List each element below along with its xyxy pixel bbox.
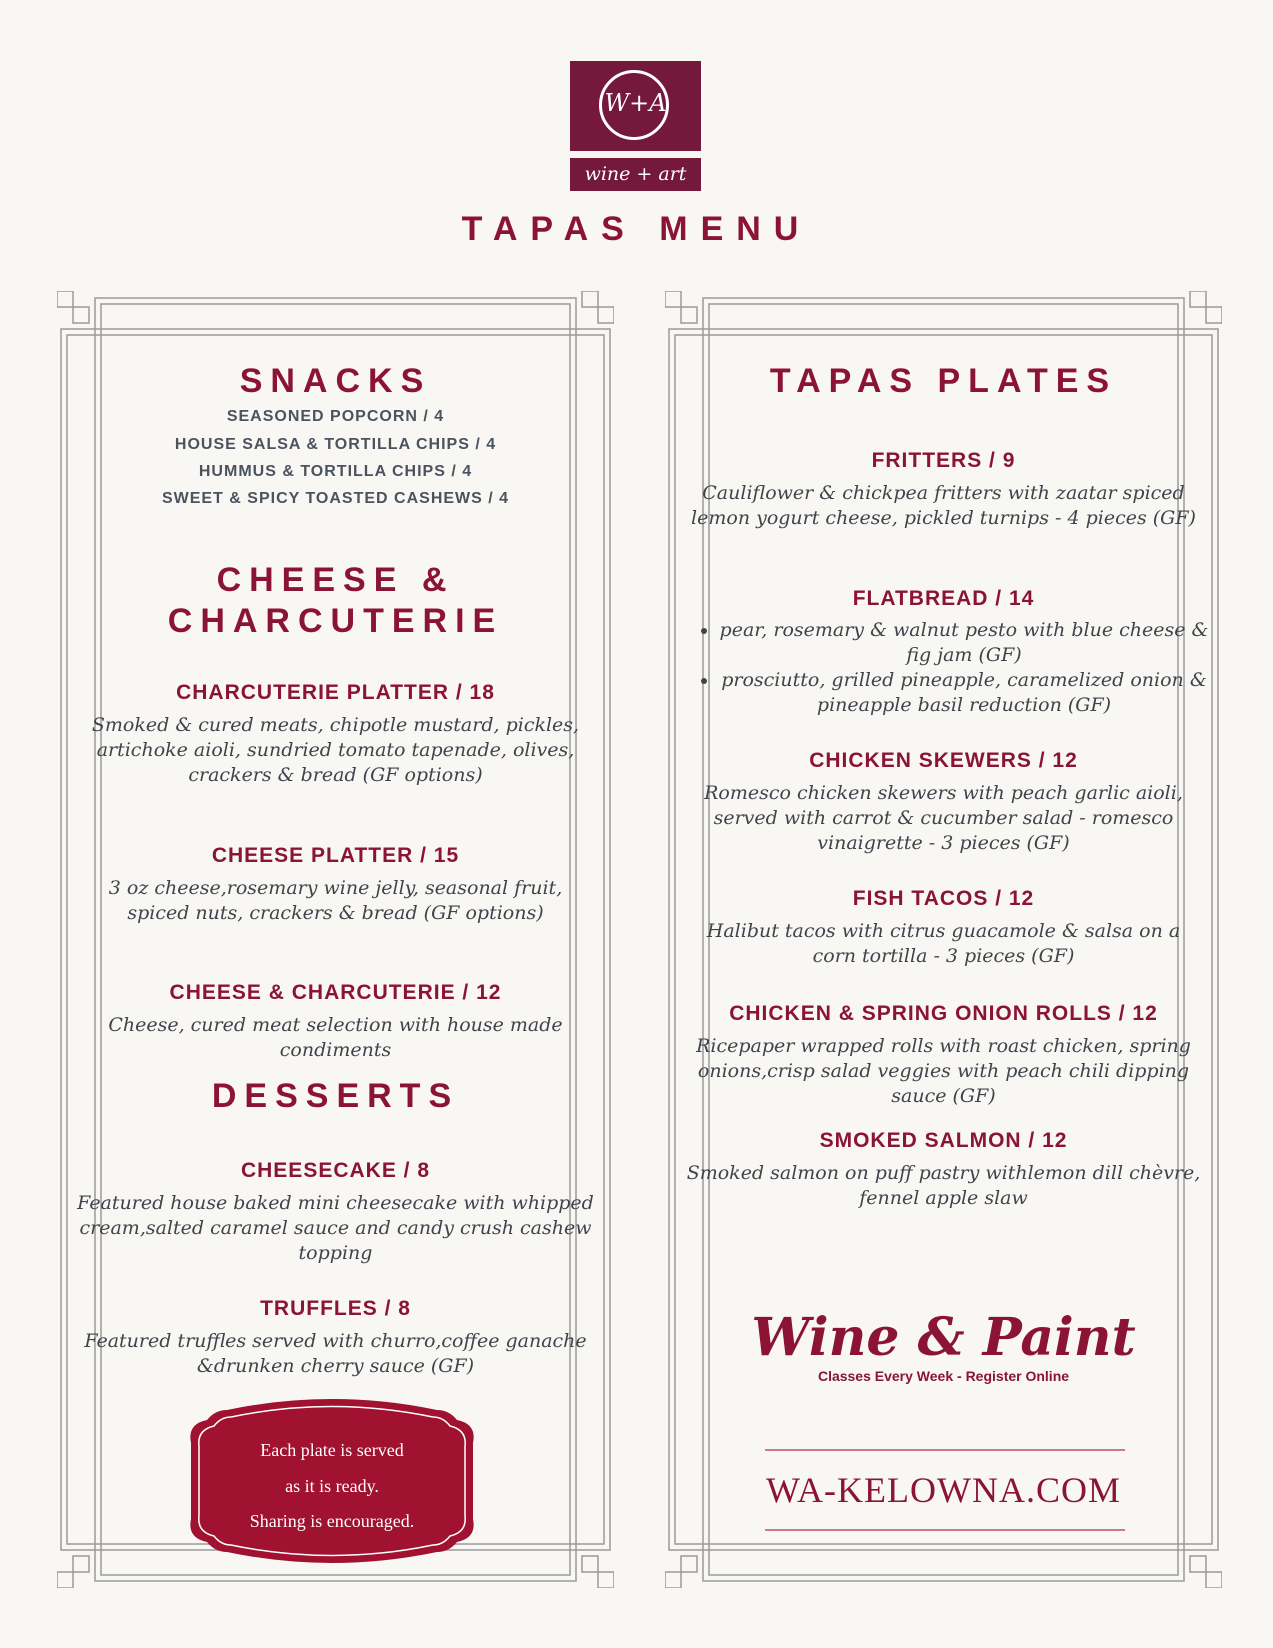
website-link[interactable]: WA-KELOWNA.COM <box>766 1470 1121 1510</box>
menu-item-title: CHEESE & CHARCUTERIE / 12 <box>169 981 502 1004</box>
logo-wordmark: wine + art <box>570 158 701 191</box>
menu-item-description: Cauliflower & chickpea fritters with zaatar spiced lemon yogurt cheese, pickled turnips - 4 pieces (GF) <box>691 482 1196 529</box>
menu-item-description: Smoked salmon on puff pastry withlemon dill chèvre, fennel apple slaw <box>686 1162 1201 1209</box>
badge-line: Each plate is served <box>260 1440 404 1460</box>
sharing-badge <box>187 1398 477 1564</box>
snack-item: SEASONED POPCORN / 4 <box>226 408 445 425</box>
menu-item-description: 3 oz cheese,rosemary wine jelly, seasonal fruit, spiced nuts, crackers & bread (GF options) <box>108 877 563 924</box>
wine-and-paint-subtitle: Classes Every Week - Register Online <box>817 1368 1070 1384</box>
logo-emblem <box>570 61 701 151</box>
menu-item-title: CHEESE PLATTER / 15 <box>211 844 460 867</box>
snack-item: SWEET & SPICY TOASTED CASHEWS / 4 <box>161 490 510 507</box>
wine-and-paint-title: Wine & Paint <box>751 1307 1136 1368</box>
cheese-heading-line1: CHEESE & <box>216 561 455 599</box>
divider <box>765 1529 1125 1531</box>
decorative-frame <box>57 291 614 1588</box>
menu-item-description: Featured truffles served with churro,coffee ganache &drunken cherry sauce (GF) <box>84 1330 587 1377</box>
menu-item-description: Halibut tacos with citrus guacamole & salsa on a corn tortilla - 3 pieces (GF) <box>706 920 1181 967</box>
menu-item-description: Featured house baked mini cheesecake with whipped cream,salted caramel sauce and candy crush cashew topping <box>77 1192 594 1264</box>
menu-item-title: FRITTERS / 9 <box>871 449 1016 472</box>
flatbread-option: • pear, rosemary & walnut pesto with blue cheese & fig jam (GF) <box>719 618 1209 668</box>
menu-item-title: CHICKEN SKEWERS / 12 <box>809 749 1078 772</box>
menu-item-title: SMOKED SALMON / 12 <box>819 1129 1068 1152</box>
menu-item-title: FLATBREAD / 14 <box>852 587 1035 610</box>
menu-item-title: TRUFFLES / 8 <box>260 1297 411 1320</box>
badge-line: as it is ready. <box>285 1476 379 1496</box>
tapas-heading: TAPAS PLATES <box>769 362 1118 400</box>
badge-line: Sharing is encouraged. <box>249 1511 415 1531</box>
page-title: TAPAS MENU <box>461 210 812 248</box>
desserts-heading: DESSERTS <box>211 1077 460 1115</box>
flatbread-option: • prosciutto, grilled pineapple, caramelized onion & pineapple basil reduction (GF) <box>719 668 1209 718</box>
menu-item-description: Romesco chicken skewers with peach garlic aioli, served with carrot & cucumber salad - romesco vinaigrette - 3 pieces (GF) <box>704 782 1183 854</box>
right-menu-panel <box>665 291 1222 1588</box>
cheese-heading-line2: CHARCUTERIE <box>167 602 504 640</box>
left-menu-panel <box>57 291 614 1588</box>
logo <box>570 61 701 191</box>
menu-item-description: Cheese, cured meat selection with house made condiments <box>108 1014 563 1061</box>
snack-item: HUMMUS & TORTILLA CHIPS / 4 <box>198 463 473 480</box>
menu-item-title: FISH TACOS / 12 <box>852 887 1035 910</box>
flatbread-options <box>701 618 1209 718</box>
logo-mark: W+A <box>604 89 667 117</box>
menu-item-description: Smoked & cured meats, chipotle mustard, pickles, artichoke aioli, sundried tomato tapenade, olives, crackers & bread (GF options) <box>91 714 580 786</box>
divider <box>765 1449 1125 1451</box>
snack-item: HOUSE SALSA & TORTILLA CHIPS / 4 <box>174 436 497 453</box>
menu-item-title: CHEESECAKE / 8 <box>240 1159 431 1182</box>
menu-item-description: Ricepaper wrapped rolls with roast chicken, spring onions,crisp salad veggies with peach chili dipping sauce (GF) <box>696 1035 1191 1107</box>
menu-item-title: CHARCUTERIE PLATTER / 18 <box>176 681 495 704</box>
menu-item-title: CHICKEN & SPRING ONION ROLLS / 12 <box>729 1002 1158 1025</box>
snacks-heading: SNACKS <box>239 362 432 400</box>
